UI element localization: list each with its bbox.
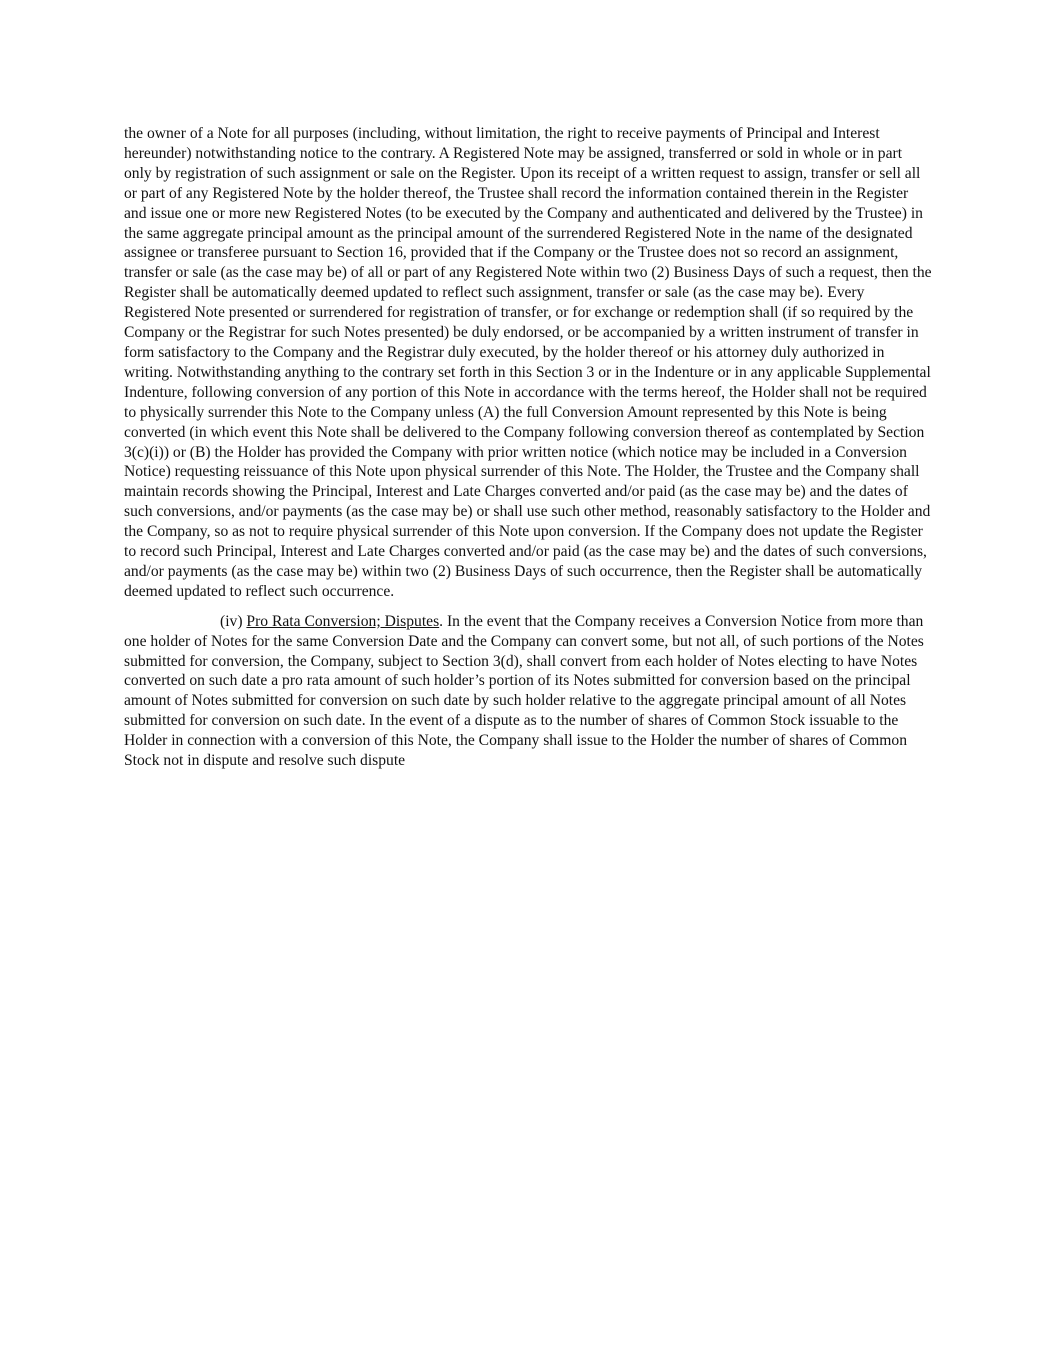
para-2-num: (iv)	[220, 612, 247, 630]
para-2	[124, 612, 932, 771]
para-2-head: Pro Rata Conversion; Disputes	[246, 612, 440, 630]
doc-page	[124, 124, 932, 781]
para-1: the owner of a Note for all purposes (including, without limitation, the right to receive payments of Principal and Interest hereunder) notwithstanding notice to the contrary. A Registered Note may be assigned, transferred or sold in whole or in part only by registration of such assignment or sale on the Register. Upon its receipt of a written request to assign, transfer or sell all or part of any Registered Note by the holder thereof, the Trustee shall record the information contained therein in the Register and issue one or more new Registered Notes (to be executed by the Company and authenticated and delivered by the Trustee) in the same aggregate principal amount as the principal amount of the surrendered Registered Note in the name of the designated assignee or transferee pursuant to Section 16, provided that if the Company or the Trustee does not so record an assignment, transfer or sale (as the case may be) of all or part of any Registered Note within two (2) Business Days of such a request, then the Register shall be automatically deemed updated to reflect such assignment, transfer or sale (as the case may be). Every Registered Note presented or surrendered for registration of transfer, or for exchange or redemption shall (if so required by the Company or the Registrar for such Notes presented) be duly endorsed, or be accompanied by a written instrument of transfer in form satisfactory to the Company and the Registrar duly executed, by the holder thereof or his attorney duly authorized in writing. Notwithstanding anything to the contrary set forth in this Section 3 or in the Indenture or in any applicable Supplemental Indenture, following conversion of any portion of this Note in accordance with the terms hereof, the Holder shall not be required to physically surrender this Note to the Company unless (A) the full Conversion Amount represented by this Note is being converted (in which event this Note shall be delivered to the Company following conversion thereof as contemplated by Section 3(c)(i)) or (B) the Holder has provided the Company with prior written notice (which notice may be included in a Conversion Notice) requesting reissuance of this Note upon physical surrender of this Note. The Holder, the Trustee and the Company shall maintain records showing the Principal, Interest and Late Charges converted and/or paid (as the case may be) and the dates of such conversions, and/or payments (as the case may be) or shall use such other method, reasonably satisfactory to the Holder and the Company, so as not to require physical surrender of this Note upon conversion. If the Company does not update the Register to record such Principal, Interest and Late Charges converted and/or paid (as the case may be) and the dates of such conversions, and/or payments (as the case may be) within two (2) Business Days of such occurrence, then the Register shall be automatically deemed updated to reflect such occurrence.	[124, 125, 932, 600]
para-2-body: . In the event that the Company receives a Conversion Notice from more than one holder of Notes for the same Conversion Date and the Company can convert some, but not all, of such portions of the Notes submitted for conversion, the Company, subject to Section 3(d), shall convert from each holder of Notes electing to have Notes converted on such date a pro rata amount of such holder’s portion of its Notes submitted for conversion based on the principal amount of Notes submitted for conversion on such date by such holder relative to the aggregate principal amount of all Notes submitted for conversion on such date. In the event of a dispute as to the number of shares of Common Stock issuable to the Holder in connection with a conversion of this Note, the Company shall issue to the Holder the number of shares of Common Stock not in dispute and resolve such dispute	[124, 612, 924, 770]
